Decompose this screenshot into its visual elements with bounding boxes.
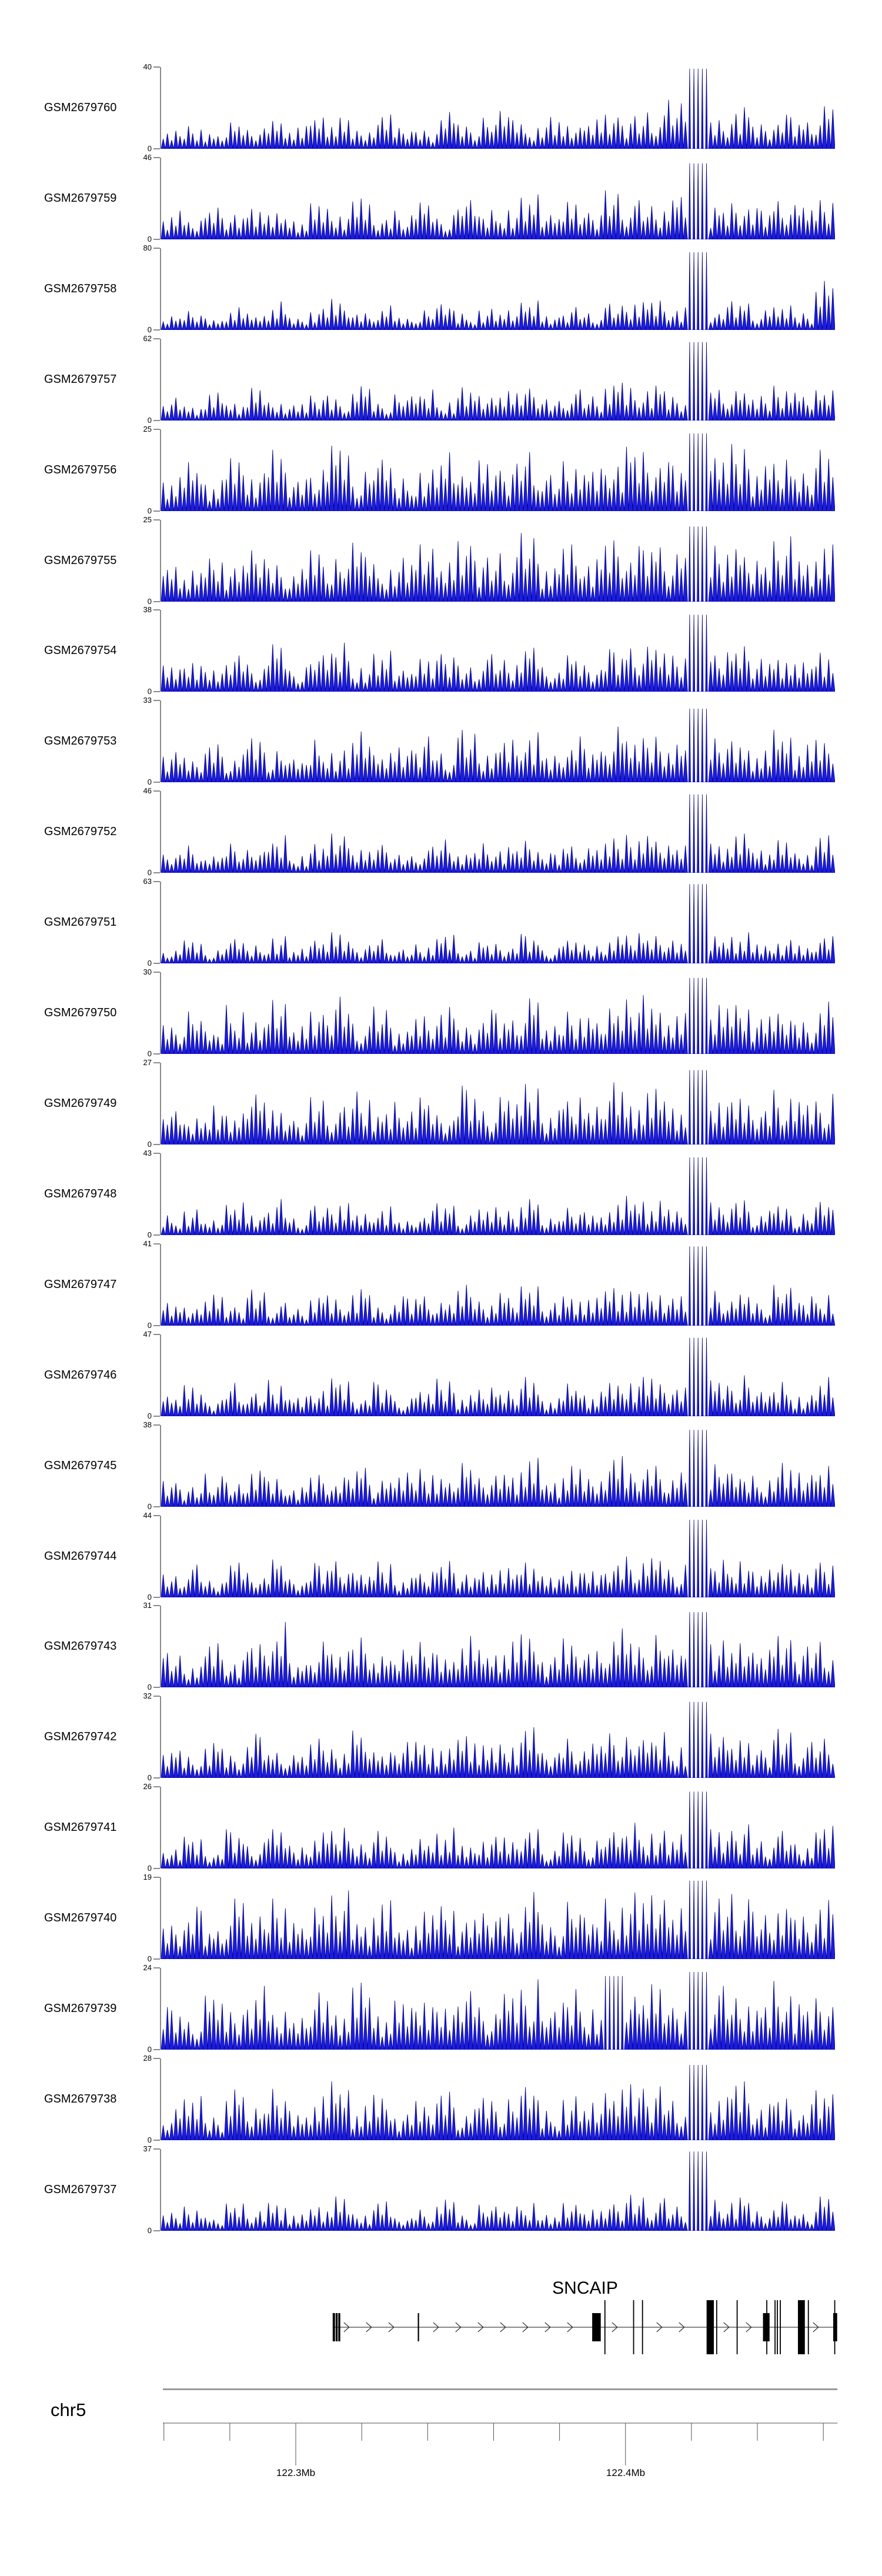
track-label: GSM2679745 xyxy=(44,1459,117,1472)
y-axis-tick xyxy=(153,1424,160,1426)
y-axis-max-label: 25 xyxy=(143,425,152,433)
y-axis-tick xyxy=(153,790,160,792)
y-axis-tick xyxy=(153,1515,160,1516)
coverage-area xyxy=(161,972,835,1054)
y-axis-max-label: 63 xyxy=(143,877,152,886)
coverage-area xyxy=(161,1606,835,1687)
y-axis-zero-label: 0 xyxy=(147,2135,152,2144)
y-axis-tick xyxy=(153,1053,160,1055)
y-axis-max-label: 41 xyxy=(143,1239,152,1248)
coverage-area xyxy=(161,520,835,602)
y-axis-zero-label: 0 xyxy=(147,1593,152,1601)
y-axis-max-label: 26 xyxy=(143,1782,152,1791)
y-axis-tick xyxy=(153,1334,160,1335)
track-label: GSM2679749 xyxy=(44,1097,117,1110)
y-axis-tick xyxy=(153,700,160,701)
coverage-area xyxy=(161,1063,835,1144)
y-axis-max-label: 25 xyxy=(143,515,152,524)
y-axis-max-label: 44 xyxy=(143,1511,152,1520)
y-axis-tick xyxy=(153,972,160,973)
y-axis-tick xyxy=(153,338,160,339)
coverage-area xyxy=(161,1244,835,1326)
track-label: GSM2679753 xyxy=(44,735,117,748)
track-label: GSM2679760 xyxy=(44,101,117,114)
y-axis-tick xyxy=(153,1325,160,1326)
y-axis-zero-label: 0 xyxy=(147,325,152,334)
y-axis-tick xyxy=(153,1597,160,1598)
y-axis-tick xyxy=(153,519,160,520)
track-label: GSM2679759 xyxy=(44,192,117,205)
y-axis-tick xyxy=(153,1243,160,1244)
y-axis-max-label: 80 xyxy=(143,243,152,252)
y-axis-max-label: 33 xyxy=(143,696,152,705)
coverage-area xyxy=(161,1968,835,2050)
y-axis-max-label: 28 xyxy=(143,2054,152,2063)
y-axis-tick xyxy=(153,609,160,610)
coverage-area xyxy=(161,248,835,330)
y-axis-max-label: 46 xyxy=(143,786,152,795)
track-label: GSM2679752 xyxy=(44,825,117,838)
track-label: GSM2679758 xyxy=(44,282,117,295)
y-axis-tick xyxy=(153,1506,160,1507)
y-axis-max-label: 38 xyxy=(143,1420,152,1429)
y-axis-zero-label: 0 xyxy=(147,1773,152,1782)
y-axis-tick xyxy=(153,1144,160,1145)
axis-major-tick-label: 122.3Mb xyxy=(276,2467,316,2478)
coverage-area xyxy=(161,1334,835,1416)
genome-axis-ruler xyxy=(0,2411,882,2470)
track-label: GSM2679740 xyxy=(44,1911,117,1924)
y-axis-tick xyxy=(153,601,160,602)
track-label: GSM2679748 xyxy=(44,1187,117,1200)
y-axis-tick xyxy=(153,1153,160,1154)
y-axis-zero-label: 0 xyxy=(147,687,152,696)
track-label: GSM2679739 xyxy=(44,2002,117,2015)
y-axis-zero-label: 0 xyxy=(147,1321,152,1330)
y-axis-tick xyxy=(153,881,160,882)
y-axis-zero-label: 0 xyxy=(147,144,152,153)
y-axis-tick xyxy=(153,691,160,692)
y-axis-tick xyxy=(153,2049,160,2050)
y-axis-max-label: 37 xyxy=(143,2144,152,2153)
coverage-area xyxy=(161,67,835,149)
y-axis-zero-label: 0 xyxy=(147,1230,152,1239)
y-axis-tick xyxy=(153,329,160,331)
y-axis-zero-label: 0 xyxy=(147,868,152,877)
separator-line xyxy=(163,2388,837,2390)
track-label: GSM2679756 xyxy=(44,463,117,476)
y-axis-tick xyxy=(153,239,160,240)
coverage-area xyxy=(161,700,835,782)
track-label: GSM2679747 xyxy=(44,1278,117,1291)
y-axis-tick xyxy=(153,1416,160,1417)
track-label: GSM2679744 xyxy=(44,1550,117,1563)
y-axis-zero-label: 0 xyxy=(147,1954,152,1963)
y-axis-zero-label: 0 xyxy=(147,1683,152,1691)
y-axis-tick xyxy=(153,1786,160,1787)
y-axis-tick xyxy=(153,1958,160,1960)
track-label: GSM2679738 xyxy=(44,2093,117,2105)
gene-model xyxy=(0,2297,882,2357)
coverage-area xyxy=(161,2149,835,2231)
track-label: GSM2679741 xyxy=(44,1821,117,1834)
y-axis-tick xyxy=(153,1687,160,1688)
y-axis-tick xyxy=(153,1877,160,1878)
y-axis-tick xyxy=(153,510,160,512)
track-label: GSM2679737 xyxy=(44,2183,117,2196)
y-axis-max-label: 30 xyxy=(143,967,152,976)
y-axis-tick xyxy=(153,420,160,421)
y-axis-zero-label: 0 xyxy=(147,1412,152,1420)
track-label: GSM2679746 xyxy=(44,1369,117,1382)
y-axis-tick xyxy=(153,872,160,873)
coverage-area xyxy=(161,882,835,963)
coverage-area xyxy=(161,1153,835,1235)
y-axis-zero-label: 0 xyxy=(147,1864,152,1873)
coverage-area xyxy=(161,1787,835,1868)
track-label: GSM2679757 xyxy=(44,373,117,386)
y-axis-tick xyxy=(153,248,160,249)
y-axis-max-label: 27 xyxy=(143,1058,152,1067)
y-axis-max-label: 31 xyxy=(143,1601,152,1610)
coverage-area xyxy=(161,2058,835,2140)
y-axis-tick xyxy=(153,2140,160,2141)
y-axis-tick xyxy=(153,429,160,430)
y-axis-zero-label: 0 xyxy=(147,597,152,606)
y-axis-tick xyxy=(153,148,160,149)
y-axis-zero-label: 0 xyxy=(147,2045,152,2054)
track-label: GSM2679742 xyxy=(44,1730,117,1743)
y-axis-tick xyxy=(153,1605,160,1606)
coverage-area xyxy=(161,1877,835,1959)
coverage-area xyxy=(161,1696,835,1778)
y-axis-zero-label: 0 xyxy=(147,1140,152,1149)
track-label: GSM2679743 xyxy=(44,1640,117,1653)
y-axis-tick xyxy=(153,2058,160,2059)
y-axis-tick xyxy=(153,157,160,158)
coverage-area xyxy=(161,158,835,239)
coverage-area xyxy=(161,791,835,873)
chromosome-label: chr5 xyxy=(51,2400,86,2420)
y-axis-tick xyxy=(153,1696,160,1697)
y-axis-max-label: 62 xyxy=(143,334,152,343)
axis-major-tick-label: 122.4Mb xyxy=(606,2467,646,2478)
coverage-area xyxy=(161,429,835,511)
y-axis-tick xyxy=(153,1967,160,1968)
y-axis-tick xyxy=(153,963,160,964)
y-axis-zero-label: 0 xyxy=(147,959,152,967)
y-axis-max-label: 38 xyxy=(143,605,152,614)
y-axis-tick xyxy=(153,1868,160,1869)
y-axis-max-label: 40 xyxy=(143,62,152,71)
track-label: GSM2679755 xyxy=(44,554,117,567)
coverage-area xyxy=(161,1425,835,1507)
y-axis-zero-label: 0 xyxy=(147,778,152,786)
gene-label: SNCAIP xyxy=(552,2278,618,2298)
track-label: GSM2679754 xyxy=(44,644,117,657)
y-axis-tick xyxy=(153,1777,160,1778)
coverage-area xyxy=(161,1516,835,1597)
y-axis-tick xyxy=(153,2148,160,2150)
y-axis-zero-label: 0 xyxy=(147,506,152,515)
y-axis-zero-label: 0 xyxy=(147,1502,152,1511)
y-axis-tick xyxy=(153,782,160,783)
y-axis-tick xyxy=(153,66,160,68)
y-axis-max-label: 24 xyxy=(143,1963,152,1972)
y-axis-max-label: 19 xyxy=(143,1873,152,1881)
track-label: GSM2679750 xyxy=(44,1006,117,1019)
track-label: GSM2679751 xyxy=(44,916,117,929)
y-axis-max-label: 47 xyxy=(143,1330,152,1339)
y-axis-tick xyxy=(153,1062,160,1063)
coverage-area xyxy=(161,339,835,421)
y-axis-zero-label: 0 xyxy=(147,235,152,243)
y-axis-zero-label: 0 xyxy=(147,2226,152,2235)
y-axis-max-label: 46 xyxy=(143,153,152,162)
y-axis-tick xyxy=(153,1234,160,1236)
y-axis-max-label: 43 xyxy=(143,1149,152,1157)
y-axis-max-label: 32 xyxy=(143,1691,152,1700)
y-axis-zero-label: 0 xyxy=(147,1049,152,1058)
coverage-area xyxy=(161,610,835,692)
y-axis-zero-label: 0 xyxy=(147,416,152,425)
y-axis-tick xyxy=(153,2230,160,2231)
